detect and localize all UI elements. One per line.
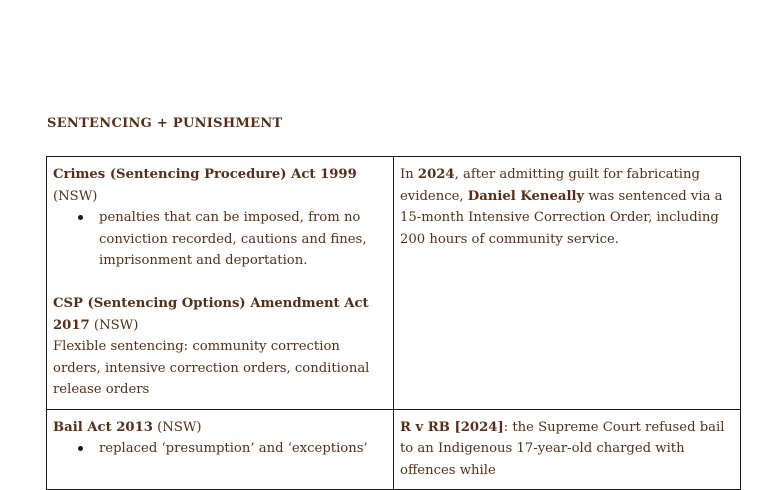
act-name: Crimes (Sentencing Procedure) Act 1999 — [53, 167, 357, 182]
act-name: Bail Act 2013 — [53, 419, 153, 435]
act-heading — [53, 164, 387, 207]
act-jurisdiction: (NSW) — [93, 317, 139, 333]
act-jurisdiction: (NSW) — [53, 188, 98, 204]
text-span: , after admitting guilt for fabricating evidence, — [400, 167, 700, 204]
notes-table — [46, 156, 741, 490]
section-title: SENTENCING + PUNISHMENT — [47, 116, 283, 131]
case-example — [400, 164, 734, 250]
act-heading — [53, 293, 387, 336]
table-cell-example — [394, 409, 741, 490]
table-cell-legislation — [47, 409, 394, 490]
text-span: : the Supreme Court refused bail to an Indigenous 17-year-old charged with offences while — [400, 419, 725, 478]
act-heading — [53, 417, 387, 439]
list-item: penalties that can be imposed, from no conviction recorded, cautions and fines, imprisonment and deportation. — [99, 207, 387, 272]
bullet-list — [53, 207, 387, 272]
year: 2024 — [417, 167, 455, 182]
text-span: was sentenced via a 15-month Intensive Correction Order, including 200 hours of community service. — [400, 188, 723, 247]
table-cell-legislation — [47, 157, 394, 410]
table-row — [47, 409, 741, 490]
act-jurisdiction: (NSW) — [157, 419, 202, 435]
text-span: In — [400, 167, 418, 182]
act-description: Flexible sentencing: community correction orders, intensive correction orders, conditional release orders — [53, 339, 370, 397]
case-example — [400, 417, 734, 482]
person-name: Daniel Keneally — [467, 188, 585, 204]
bullet-list — [53, 438, 387, 460]
table-cell-example — [394, 157, 741, 410]
act-name: CSP (Sentencing Options) Amendment Act 2017 — [53, 296, 369, 333]
table-row — [47, 157, 741, 410]
list-item: replaced ‘presumption’ and ‘exceptions’ — [99, 438, 387, 460]
case-name: R v RB [2024] — [400, 419, 504, 435]
